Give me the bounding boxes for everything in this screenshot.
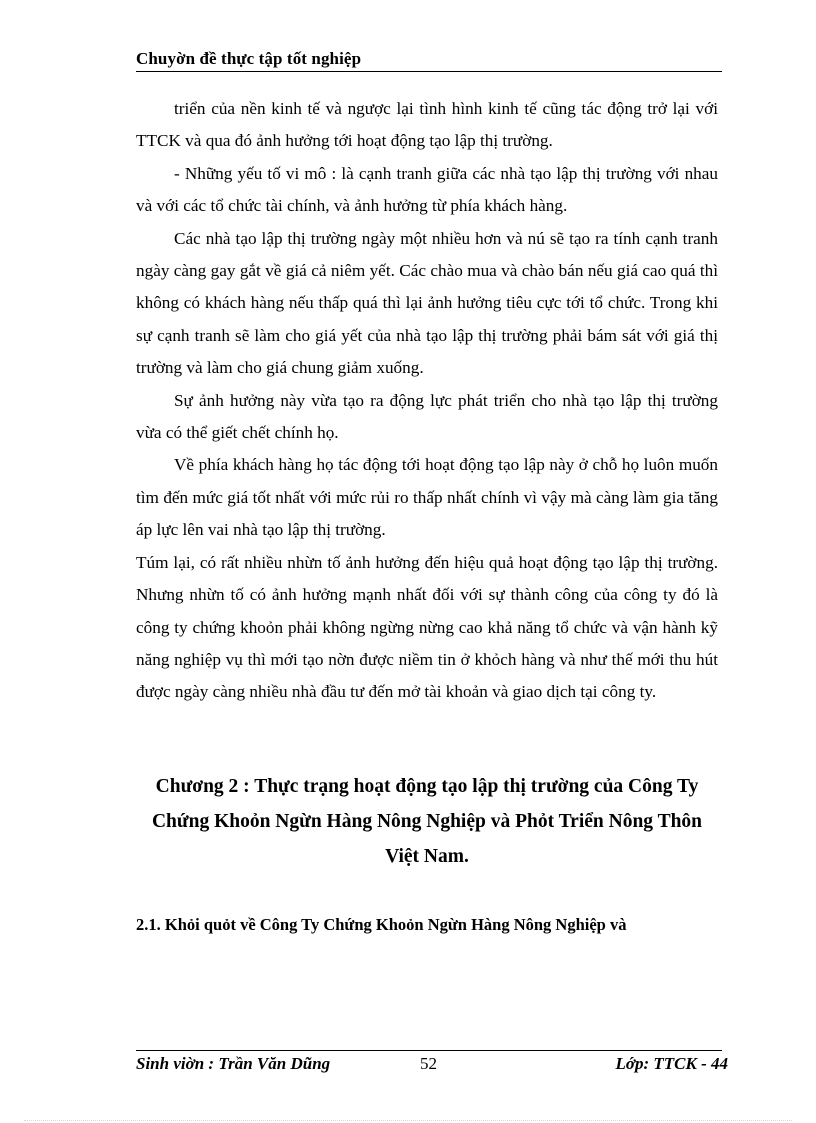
- chapter-heading: Chương 2 : Thực trạng hoạt động tạo lập thị trường của Công Ty Chứng Khoỏn Ngừn Hàng Nông Nghiệp và Phỏt Triển Nông Thôn Việt Nam.: [151, 776, 703, 867]
- footer-divider: [136, 1050, 722, 1051]
- footer-class: Lớp: TTCK - 44: [615, 1054, 728, 1073]
- section-heading: 2.1. Khỏi quỏt về Công Ty Chứng Khoỏn Ngừn Hàng Nông Nghiệp và: [136, 915, 627, 934]
- footer-author: Sinh viờn : Trần Văn Dũng: [136, 1054, 331, 1073]
- paragraph-summary: Túm lại, có rất nhiều nhừn tố ảnh hưởng đến hiệu quả hoạt động tạo lập thị trường. Nhưng nhừn tố có ảnh hưởng mạnh nhất đối với sự thành công của công ty đó là công ty chứng khoỏn phải không ngừng nừng cao khả năng tổ chức và vận hành kỹ năng nghiệp vụ thì mới tạo nờn được niềm tin ở khỏch hàng và như thế mới thu hút được ngày càng nhiều nhà đầu tư đến mở tài khoản và giao dịch tại công ty.: [136, 552, 718, 702]
- header-divider: [136, 71, 722, 72]
- running-header-title: Chuyờn đề thực tập tốt nghiệp: [136, 49, 362, 68]
- page-edge-divider: [24, 1120, 792, 1121]
- paragraph-influence: Sự ảnh hưởng này vừa tạo ra động lực phát triển cho nhà tạo lập thị trường vừa có thể giết chết chính họ.: [136, 390, 718, 443]
- body-text: [136, 93, 718, 709]
- paragraph-customers: Về phía khách hàng họ tác động tới hoạt động tạo lập này ở chỗ họ luôn muốn tìm đến mức giá tốt nhất với mức rủi ro thấp nhất chính vì vậy mà càng làm gia tăng áp lực lên vai nhà tạo lập thị trường.: [136, 455, 718, 540]
- paragraph-continuation: triển của nền kinh tế và ngược lại tình hình kinh tế cũng tác động trở lại với TTCK và qua đó ảnh hưởng tới hoạt động tạo lập thị trường.: [136, 99, 718, 151]
- paragraph-micro-factors: - Những yếu tố vi mô : là cạnh tranh giữa các nhà tạo lập thị trường với nhau và với các tổ chức tài chính, và ảnh hưởng từ phía khách hàng.: [136, 163, 718, 216]
- paragraph-competition: Các nhà tạo lập thị trường ngày một nhiều hơn và nú sẽ tạo ra tính cạnh tranh ngày càng gay gắt về giá cả niêm yết. Các chào mua và chào bán nếu giá cao quá thì không có khách hàng nếu thấp quá thì lại ảnh hưởng tiêu cực tới tổ chức. Trong khi sự cạnh tranh sẽ làm cho giá yết của nhà tạo lập thị trường phải bám sát với giá thị trường và làm cho giá chung giảm xuống.: [136, 228, 718, 378]
- page-number: 52: [420, 1054, 437, 1073]
